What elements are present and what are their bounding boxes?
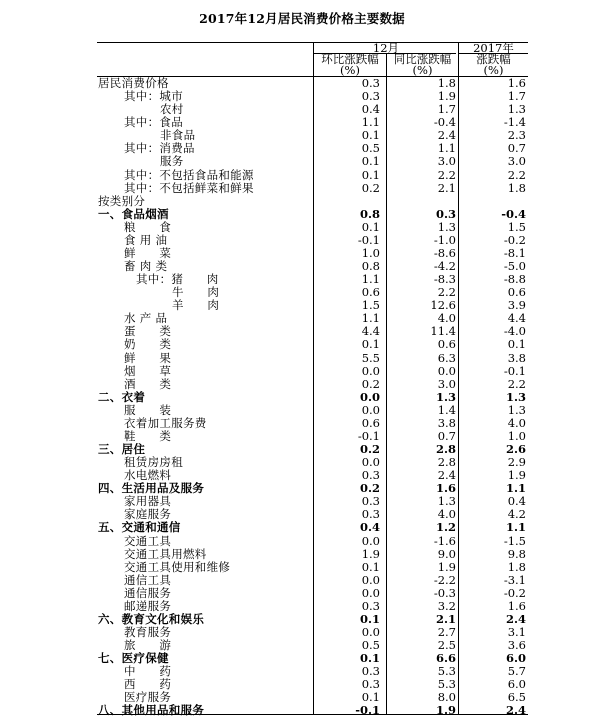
table-row (0, 469, 604, 482)
row-mom-value: -0.1 (357, 428, 380, 443)
row-year-value: 2.3 (507, 128, 526, 143)
row-mom-value: 0.2 (359, 481, 380, 496)
row-mom-value: 0.0 (361, 363, 380, 378)
table-row (0, 286, 604, 299)
row-mom-value: 0.0 (361, 624, 380, 639)
row-mom-value: -0.1 (357, 232, 380, 247)
row-yoy-value: 3.2 (437, 598, 456, 613)
row-mom-value: 0.6 (361, 285, 380, 300)
table-row (0, 247, 604, 260)
row-mom-value: 0.3 (361, 598, 380, 613)
row-mom-value: 0.0 (359, 389, 380, 404)
row-mom-value: 0.0 (361, 455, 380, 469)
row-yoy-value: 4.0 (437, 507, 456, 522)
table-row (0, 338, 604, 351)
page-title: 2017年12月居民消费价格主要数据 (199, 11, 405, 26)
row-year-value: 1.1 (505, 481, 526, 496)
row-yoy-value: 6.6 (435, 651, 456, 666)
row-yoy-value: 0.3 (435, 206, 456, 221)
row-label: 食 用 油 (124, 232, 168, 247)
row-year-value: -1.4 (503, 115, 526, 130)
row-label: 中 药 (124, 664, 172, 679)
row-yoy-value: 0.6 (437, 337, 456, 352)
row-yoy-value: 11.4 (430, 324, 456, 339)
row-yoy-value: 3.0 (437, 376, 456, 391)
row-label: 其中：猪 肉 (136, 272, 219, 287)
row-mom-value: 0.1 (361, 128, 380, 143)
row-year-value: 4.0 (507, 415, 526, 430)
row-year-value: 1.6 (507, 598, 526, 613)
row-year-value: 1.7 (507, 89, 526, 104)
row-yoy-value: -1.6 (433, 533, 456, 548)
table-row (0, 103, 604, 116)
row-mom-value: 0.5 (361, 638, 380, 652)
row-yoy-value: 4.0 (437, 311, 456, 326)
row-mom-value: 0.1 (361, 690, 380, 705)
row-year-value: 0.1 (507, 337, 526, 352)
row-yoy-value: 5.3 (437, 664, 456, 679)
table-row (0, 417, 604, 430)
row-label: 蛋 类 (124, 324, 172, 339)
row-yoy-value: 3.8 (437, 415, 456, 430)
row-yoy-value: 1.1 (437, 141, 456, 156)
header-mom-unit: (%) (340, 63, 360, 77)
table-row (0, 299, 604, 312)
row-year-value: 6.5 (507, 690, 526, 705)
row-mom-value: 0.3 (361, 494, 380, 509)
table-row (0, 521, 604, 534)
header-yoy-unit: (%) (412, 63, 433, 77)
row-year-value: 1.5 (507, 219, 526, 234)
row-label: 家用器具 (124, 494, 172, 509)
row-label: 其中：不包括鲜菜和鲜果 (124, 180, 254, 195)
row-year-value: -0.2 (503, 585, 526, 600)
table-row (0, 508, 604, 521)
table-row (0, 260, 604, 273)
row-yoy-value: 0.7 (437, 428, 456, 443)
row-year-value: 2.4 (505, 703, 526, 718)
row-yoy-value: -4.2 (433, 259, 456, 273)
header-year-label: 涨跌幅 (476, 52, 511, 66)
row-label: 八、其他用品和服务 (98, 703, 205, 718)
row-label: 旅 游 (124, 638, 172, 652)
table-row (0, 548, 604, 561)
table-row (0, 613, 604, 626)
row-year-value: 0.4 (507, 494, 526, 509)
row-label: 二、衣着 (98, 389, 146, 404)
row-year-value: 4.2 (507, 507, 526, 522)
row-label: 通信工具 (124, 572, 172, 587)
row-yoy-value: 1.7 (437, 102, 456, 117)
table-row (0, 391, 604, 404)
row-mom-value: 0.0 (361, 402, 380, 417)
table-row (0, 325, 604, 338)
row-label: 五、交通和通信 (98, 520, 181, 535)
row-yoy-value: 3.0 (437, 154, 456, 169)
row-year-value: 3.0 (507, 154, 526, 169)
row-label: 教育服务 (124, 624, 172, 639)
row-mom-value: 5.5 (361, 350, 380, 365)
row-label: 服务 (160, 154, 184, 169)
header-month-group: 12月 (372, 41, 400, 55)
row-mom-value: 0.1 (361, 154, 380, 169)
row-mom-value: 0.3 (361, 89, 380, 104)
row-mom-value: 4.4 (361, 324, 380, 339)
row-year-value: 2.4 (505, 611, 526, 626)
row-mom-value: 1.5 (361, 298, 380, 313)
row-label: 按类别分 (98, 193, 146, 208)
row-label: 奶 类 (124, 337, 172, 352)
table-row (0, 234, 604, 247)
table-row (0, 665, 604, 678)
row-label: 鲜 菜 (124, 245, 172, 260)
row-year-value: 5.7 (507, 664, 526, 679)
row-year-value: 6.0 (507, 677, 526, 692)
row-year-value: -0.1 (503, 363, 526, 378)
row-label: 六、教育文化和娱乐 (98, 611, 205, 626)
row-label: 鲜 果 (124, 350, 172, 365)
row-label: 四、生活用品及服务 (98, 481, 205, 496)
table-row (0, 365, 604, 378)
row-mom-value: 1.1 (361, 311, 380, 326)
row-yoy-value: -8.3 (433, 272, 456, 287)
row-label: 交通工具用燃料 (124, 546, 207, 561)
row-year-value: 2.6 (505, 442, 526, 456)
row-mom-value: 0.3 (361, 507, 380, 522)
row-year-value: 2.2 (507, 167, 526, 182)
row-mom-value: 0.4 (359, 520, 380, 535)
table-row (0, 678, 604, 691)
row-year-value: 1.9 (507, 468, 526, 483)
header-year (459, 54, 528, 76)
row-yoy-value: 1.8 (437, 76, 456, 90)
table-row (0, 142, 604, 155)
row-yoy-value: 2.8 (437, 455, 456, 469)
row-label: 农村 (160, 102, 184, 117)
table-row (0, 221, 604, 234)
row-mom-value: 1.1 (361, 115, 380, 130)
row-yoy-value: 1.9 (437, 559, 456, 574)
row-mom-value: 0.1 (361, 167, 380, 182)
row-yoy-value: 1.6 (435, 481, 456, 496)
row-label: 牛 肉 (172, 285, 220, 300)
row-year-value: -0.2 (503, 232, 526, 247)
row-year-value: -5.0 (503, 259, 526, 273)
row-year-value: 6.0 (505, 651, 526, 666)
row-yoy-value: 1.3 (437, 219, 456, 234)
row-yoy-value: 2.1 (435, 611, 456, 626)
row-label: 七、医疗保健 (98, 651, 169, 666)
row-mom-value: 1.1 (361, 272, 380, 287)
row-label: 水电燃料 (124, 468, 172, 483)
table-row (0, 378, 604, 391)
table-row (0, 182, 604, 195)
row-yoy-value: 5.3 (437, 677, 456, 692)
row-yoy-value: 2.2 (437, 285, 456, 300)
row-mom-value: 0.1 (361, 219, 380, 234)
row-yoy-value: 8.0 (437, 690, 456, 705)
row-year-value: 2.2 (507, 376, 526, 391)
row-mom-value: 0.1 (359, 611, 380, 626)
row-label: 交通工具使用和维修 (124, 559, 231, 574)
row-yoy-value: 6.3 (437, 350, 456, 365)
row-label: 畜 肉 类 (124, 259, 168, 273)
row-label: 居民消费价格 (98, 76, 169, 90)
row-yoy-value: -0.4 (433, 115, 456, 130)
row-yoy-value: 1.9 (435, 703, 456, 718)
row-year-value: 3.9 (507, 298, 526, 313)
row-yoy-value: 1.9 (437, 89, 456, 104)
row-mom-value: 0.0 (361, 585, 380, 600)
row-label: 非食品 (160, 128, 196, 143)
row-year-value: -1.5 (503, 533, 526, 548)
row-year-value: -4.0 (503, 324, 526, 339)
table-row (0, 169, 604, 182)
row-label: 鞋 类 (124, 428, 172, 443)
table-row (0, 404, 604, 417)
row-yoy-value: 2.2 (437, 167, 456, 182)
row-yoy-value: 2.5 (437, 638, 456, 652)
table-row (0, 626, 604, 639)
row-yoy-value: 1.4 (437, 402, 456, 417)
table-row (0, 587, 604, 600)
row-label: 邮递服务 (124, 598, 172, 613)
header-mom (314, 54, 386, 76)
row-year-value: 1.0 (507, 428, 526, 443)
row-yoy-value: 1.3 (437, 494, 456, 509)
row-year-value: 2.9 (507, 455, 526, 469)
row-yoy-value: 9.0 (437, 546, 456, 561)
row-mom-value: 0.4 (361, 102, 380, 117)
table-row (0, 535, 604, 548)
row-label: 家庭服务 (124, 507, 172, 522)
row-year-value: 1.3 (507, 402, 526, 417)
table-bottom-rule (97, 714, 528, 715)
header-year-group: 2017年 (473, 41, 514, 55)
table-row (0, 116, 604, 129)
row-year-value: -3.1 (503, 572, 526, 587)
table-row (0, 456, 604, 469)
row-year-value: -8.8 (503, 272, 526, 287)
row-label: 三、居住 (98, 442, 146, 456)
row-yoy-value: 2.4 (437, 468, 456, 483)
row-label: 一、食品烟酒 (98, 206, 169, 221)
table-row (0, 77, 604, 90)
row-yoy-value: 2.1 (437, 180, 456, 195)
table-row (0, 704, 604, 717)
row-mom-value: 0.1 (361, 559, 380, 574)
table-row (0, 691, 604, 704)
row-year-value: 3.1 (507, 624, 526, 639)
row-yoy-value: -1.0 (433, 232, 456, 247)
row-label: 衣着加工服务费 (124, 415, 207, 430)
row-label: 烟 草 (124, 363, 172, 378)
row-mom-value: 1.9 (361, 546, 380, 561)
row-mom-value: 0.5 (361, 141, 380, 156)
table-row (0, 600, 604, 613)
row-year-value: 0.6 (507, 285, 526, 300)
table-row (0, 155, 604, 168)
row-label: 通信服务 (124, 585, 172, 600)
row-label: 其中：城市 (124, 89, 183, 104)
row-mom-value: 0.2 (359, 442, 380, 456)
row-mom-value: 0.3 (361, 677, 380, 692)
row-mom-value: 0.8 (361, 259, 380, 273)
row-year-value: 9.8 (507, 546, 526, 561)
row-yoy-value: -8.6 (433, 245, 456, 260)
row-yoy-value: -2.2 (433, 572, 456, 587)
header-yoy-label: 同比涨跌幅 (393, 52, 452, 66)
row-yoy-value: 2.7 (437, 624, 456, 639)
row-yoy-value: 1.3 (435, 389, 456, 404)
row-mom-value: -0.1 (355, 703, 380, 718)
row-mom-value: 0.0 (361, 572, 380, 587)
row-yoy-value: 0.0 (437, 363, 456, 378)
row-label: 羊 肉 (172, 298, 220, 313)
row-label: 服 装 (124, 402, 172, 417)
row-mom-value: 0.3 (361, 664, 380, 679)
row-label: 西 药 (124, 677, 172, 692)
row-label: 其中：消费品 (124, 141, 195, 156)
row-year-value: 1.3 (507, 102, 526, 117)
row-yoy-value: -0.3 (433, 585, 456, 600)
row-label: 其中：不包括食品和能源 (124, 167, 254, 182)
table-row (0, 430, 604, 443)
row-label: 医疗服务 (124, 690, 172, 705)
row-mom-value: 0.3 (361, 468, 380, 483)
row-year-value: 1.3 (505, 389, 526, 404)
row-mom-value: 1.0 (361, 245, 380, 260)
table-row (0, 639, 604, 652)
row-label: 交通工具 (124, 533, 172, 548)
row-yoy-value: 12.6 (430, 298, 456, 313)
header-year-unit: (%) (483, 63, 504, 77)
row-label: 水 产 品 (124, 311, 168, 326)
row-label: 其中：食品 (124, 115, 183, 130)
row-year-value: 3.8 (507, 350, 526, 365)
header-yoy (387, 54, 458, 76)
row-year-value: -8.1 (503, 245, 526, 260)
table-row (0, 495, 604, 508)
row-mom-value: 0.6 (361, 415, 380, 430)
row-year-value: 0.7 (507, 141, 526, 156)
table-row (0, 352, 604, 365)
row-yoy-value: 1.2 (435, 520, 456, 535)
table-row (0, 208, 604, 221)
row-label: 酒 类 (124, 376, 172, 391)
row-mom-value: 0.1 (359, 651, 380, 666)
row-year-value: -0.4 (501, 206, 526, 221)
row-label: 租赁房房租 (124, 455, 183, 469)
table-row (0, 195, 604, 208)
row-mom-value: 0.3 (361, 76, 380, 90)
row-label: 粮 食 (124, 219, 172, 234)
row-year-value: 3.6 (507, 638, 526, 652)
row-mom-value: 0.0 (361, 533, 380, 548)
row-year-value: 1.8 (507, 559, 526, 574)
row-year-value: 4.4 (507, 311, 526, 326)
row-year-value: 1.1 (505, 520, 526, 535)
row-mom-value: 0.2 (361, 180, 380, 195)
row-yoy-value: 2.4 (437, 128, 456, 143)
row-year-value: 1.8 (507, 180, 526, 195)
row-year-value: 1.6 (507, 76, 526, 90)
row-mom-value: 0.1 (361, 337, 380, 352)
row-yoy-value: 2.8 (435, 442, 456, 456)
header-mom-label: 环比涨跌幅 (321, 52, 379, 66)
table-row (0, 561, 604, 574)
row-mom-value: 0.8 (359, 206, 380, 221)
table-row (0, 574, 604, 587)
row-mom-value: 0.2 (361, 376, 380, 391)
